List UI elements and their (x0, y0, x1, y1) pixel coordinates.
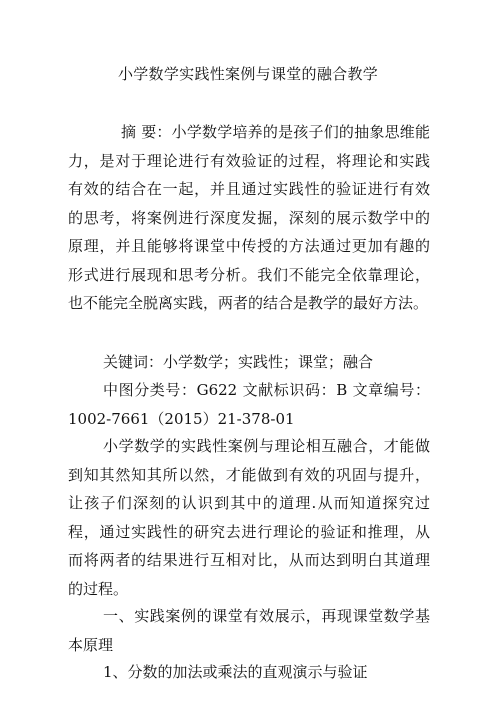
section-heading-line: 本原理 (68, 635, 114, 654)
classification-paragraph (68, 376, 430, 433)
section-heading (68, 602, 430, 659)
abstract-line: 也不能完全脱离实践，两者的结合是教学的最好方法。 (68, 294, 429, 312)
section-heading-line: 一、实践案例的课堂有效展示，再现课堂数学基 (103, 607, 430, 625)
keywords-line: 关键词：小学数学；实践性；课堂；融合 (103, 353, 374, 371)
keywords-paragraph (68, 348, 430, 377)
body-line: 让孩子们深刻的认识到其中的道理.从而知道探究过 (68, 494, 430, 512)
document-title: 小学数学实践性案例与课堂的融合教学 (117, 65, 379, 83)
abstract-line: 形式进行展现和思考分析。我们不能完全依靠理论， (68, 265, 430, 284)
body-paragraph (68, 432, 430, 603)
abstract-line: 原理，并且能够将课堂中传授的方法通过更加有趣的 (68, 237, 430, 255)
subsection-heading-line: 1、分数的加法或乘法的直观演示与验证 (103, 663, 368, 681)
body-line: 的过程。 (68, 579, 129, 598)
classification-line: 1002-7661（2015）21-378-01 (68, 409, 295, 428)
abstract-line: 有效的结合在一起，并且通过实践性的验证进行有效 (68, 180, 430, 198)
abstract-line: 的思考，将案例进行深度发掘，深刻的展示数学中的 (68, 208, 430, 227)
abstract-paragraph (68, 118, 430, 318)
body-line: 小学数学的实践性案例与理论相互融合，才能做 (103, 437, 430, 455)
subsection-heading (68, 658, 430, 687)
classification-line: 中图分类号：G622 文献标识码：B 文章编号： (103, 381, 430, 399)
body-line: 程，通过实践性的研究去进行理论的验证和推理，从 (68, 522, 430, 541)
abstract-line: 力，是对于理论进行有效验证的过程，将理论和实践 (68, 151, 430, 170)
abstract-line: 摘 要：小学数学培养的是孩子们的抽象思维能 (121, 123, 430, 141)
body-line: 而将两者的结果进行互相对比，从而达到明白其道理 (68, 551, 430, 569)
body-line: 到知其然知其所以然，才能做到有效的巩固与提升， (68, 465, 430, 484)
